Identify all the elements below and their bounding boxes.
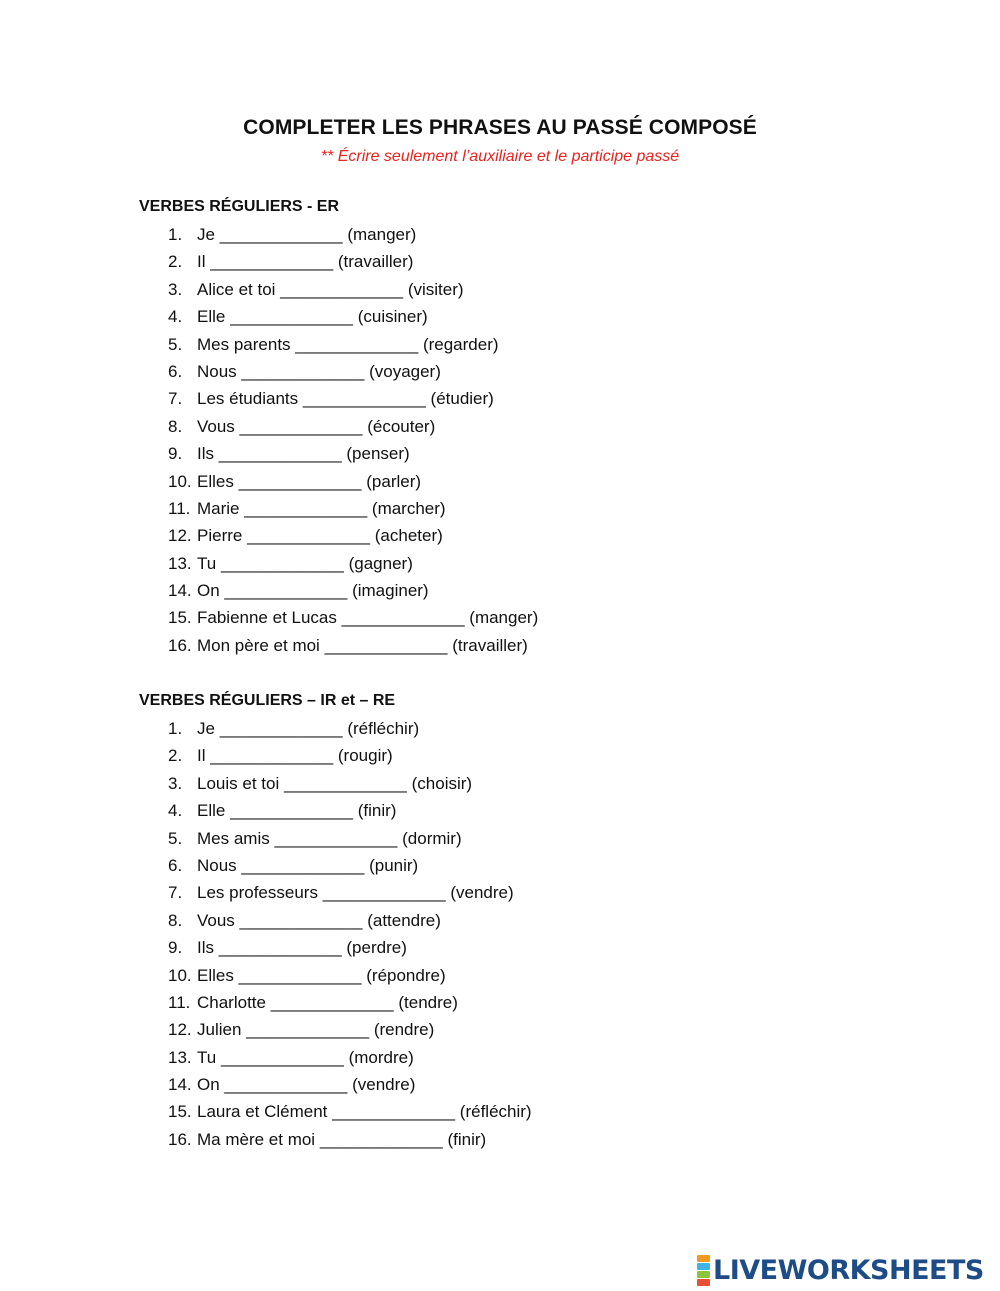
exercise-list-er	[168, 221, 538, 659]
item-verb: (réfléchir)	[347, 719, 420, 738]
item-verb: (punir)	[369, 855, 419, 875]
item-number: 12.	[168, 526, 192, 546]
answer-blank[interactable]: _____________	[219, 225, 343, 244]
exercise-item	[168, 879, 532, 906]
exercise-item	[168, 907, 532, 934]
item-number: 16.	[168, 635, 192, 655]
exercise-item	[168, 522, 538, 549]
item-verb: (perdre)	[346, 938, 407, 958]
exercise-item	[168, 742, 532, 769]
liveworksheets-logo-icon	[697, 1255, 710, 1286]
item-verb: (manger)	[469, 608, 539, 628]
item-verb: (mordre)	[348, 1047, 414, 1067]
item-number: 10.	[168, 965, 192, 985]
item-subject: Les professeurs	[197, 883, 318, 903]
answer-blank[interactable]: _____________	[238, 471, 362, 491]
item-subject: Ma mère et moi	[197, 1129, 316, 1149]
answer-blank[interactable]: _____________	[324, 635, 448, 655]
item-subject: Tu	[197, 553, 217, 573]
item-subject: Les étudiants	[197, 389, 299, 409]
answer-blank[interactable]: _____________	[230, 801, 354, 821]
answer-blank[interactable]: _____________	[270, 992, 394, 1012]
item-subject: Louis et toi	[197, 773, 280, 793]
item-subject: Laura et Clément	[197, 1102, 328, 1122]
item-subject: Marie	[197, 498, 240, 518]
item-verb: (gagner)	[348, 553, 413, 573]
item-number: 4.	[168, 801, 183, 821]
exercise-item	[168, 358, 538, 385]
item-number: 15.	[168, 1102, 192, 1122]
exercise-list-ir-re	[168, 715, 532, 1153]
item-verb: (regarder)	[422, 334, 499, 354]
answer-blank[interactable]: _____________	[220, 553, 344, 573]
item-subject: Alice et toi	[197, 279, 276, 299]
exercise-item	[168, 604, 538, 631]
exercise-item	[168, 797, 532, 824]
answer-blank[interactable]: _____________	[247, 526, 371, 546]
item-subject: Nous	[197, 855, 237, 875]
exercise-item	[168, 989, 532, 1016]
item-subject: Pierre	[197, 526, 243, 546]
exercise-item	[168, 303, 538, 330]
answer-blank[interactable]: _____________	[302, 389, 426, 409]
item-number: 1.	[168, 225, 183, 244]
answer-blank[interactable]: _____________	[210, 746, 334, 766]
item-verb: (rendre)	[373, 1020, 435, 1040]
item-subject: Elles	[197, 965, 234, 985]
answer-blank[interactable]: _____________	[319, 1129, 443, 1149]
item-verb: (étudier)	[430, 389, 494, 409]
answer-blank[interactable]: _____________	[295, 334, 419, 354]
item-verb: (acheter)	[374, 526, 443, 546]
item-subject: Tu	[197, 1047, 217, 1067]
answer-blank[interactable]: _____________	[239, 910, 363, 930]
item-number: 10.	[168, 471, 192, 491]
exercise-item	[168, 495, 538, 522]
item-number: 6.	[168, 361, 183, 381]
answer-blank[interactable]: _____________	[244, 498, 368, 518]
item-verb: (réfléchir)	[459, 1102, 532, 1122]
answer-blank[interactable]: _____________	[224, 581, 348, 601]
exercise-item	[168, 550, 538, 577]
exercise-item	[168, 852, 532, 879]
page-title: COMPLETER LES PHRASES AU PASSÉ COMPOSÉ	[243, 116, 757, 139]
answer-blank[interactable]: _____________	[210, 252, 334, 272]
item-number: 1.	[168, 719, 183, 738]
item-subject: Mon père et moi	[197, 635, 320, 655]
exercise-item	[168, 1098, 532, 1125]
item-number: 3.	[168, 279, 183, 299]
item-verb: (rougir)	[337, 746, 393, 766]
item-subject: Je	[197, 719, 215, 738]
item-verb: (choisir)	[411, 773, 473, 793]
item-subject: Ils	[197, 444, 214, 464]
answer-blank[interactable]: _____________	[341, 608, 465, 628]
answer-blank[interactable]: _____________	[241, 361, 365, 381]
liveworksheets-logo	[697, 1255, 984, 1285]
exercise-item	[168, 770, 532, 797]
item-verb: (marcher)	[371, 498, 446, 518]
exercise-item	[168, 385, 538, 412]
item-verb: (dormir)	[402, 828, 462, 848]
item-number: 2.	[168, 252, 183, 272]
instructions: ** Écrire seulement l’auxiliaire et le participe passé	[320, 148, 680, 165]
item-subject: Elles	[197, 471, 234, 491]
answer-blank[interactable]: _____________	[322, 883, 446, 903]
item-number: 3.	[168, 773, 183, 793]
answer-blank[interactable]: _____________	[230, 307, 354, 327]
answer-blank[interactable]: _____________	[280, 279, 404, 299]
item-subject: Vous	[197, 910, 235, 930]
answer-blank[interactable]: _____________	[218, 938, 342, 958]
item-subject: Il	[197, 252, 206, 272]
exercise-item	[168, 413, 538, 440]
item-number: 13.	[168, 1047, 192, 1067]
item-number: 14.	[168, 1075, 192, 1095]
exercise-item	[168, 440, 538, 467]
exercise-item	[168, 248, 538, 275]
item-verb: (voyager)	[369, 361, 441, 381]
answer-blank[interactable]: _____________	[218, 444, 342, 464]
item-verb: (cuisiner)	[357, 307, 428, 327]
item-subject: Elle	[197, 801, 226, 821]
exercise-item	[168, 468, 538, 495]
item-subject: Elle	[197, 307, 226, 327]
item-verb: (imaginer)	[352, 581, 429, 601]
item-verb: (attendre)	[367, 910, 441, 930]
item-verb: (répondre)	[366, 965, 446, 985]
exercise-item	[168, 1126, 532, 1153]
exercise-item	[168, 715, 532, 742]
item-verb: (écouter)	[367, 416, 436, 436]
exercise-item	[168, 962, 532, 989]
item-verb: (penser)	[346, 444, 410, 464]
item-subject: On	[197, 1075, 220, 1095]
item-number: 11.	[168, 992, 191, 1012]
answer-blank[interactable]: _____________	[241, 855, 365, 875]
answer-blank[interactable]: _____________	[283, 773, 407, 793]
exercise-item	[168, 221, 538, 248]
item-subject: Fabienne et Lucas	[197, 608, 337, 628]
exercise-item	[168, 632, 538, 659]
item-number: 15.	[168, 608, 192, 628]
answer-blank[interactable]: _____________	[224, 1075, 348, 1095]
item-verb: (visiter)	[407, 279, 464, 299]
item-number: 7.	[168, 389, 183, 409]
exercise-item	[168, 1071, 532, 1098]
exercise-item	[168, 934, 532, 961]
item-number: 14.	[168, 581, 192, 601]
item-verb: (travailler)	[337, 252, 414, 272]
item-verb: (parler)	[366, 471, 422, 491]
item-verb: (vendre)	[450, 883, 514, 903]
item-number: 4.	[168, 307, 183, 327]
answer-blank[interactable]: _____________	[220, 1047, 344, 1067]
item-number: 6.	[168, 855, 183, 875]
item-number: 5.	[168, 828, 183, 848]
item-subject: Mes parents	[197, 334, 291, 354]
exercise-item	[168, 276, 538, 303]
item-number: 8.	[168, 910, 183, 930]
item-verb: (vendre)	[352, 1075, 416, 1095]
item-subject: Il	[197, 746, 206, 766]
item-subject: Ils	[197, 938, 214, 958]
item-subject: Vous	[197, 416, 235, 436]
answer-blank[interactable]: _____________	[332, 1102, 456, 1122]
item-number: 2.	[168, 746, 183, 766]
item-subject: On	[197, 581, 220, 601]
item-number: 12.	[168, 1020, 192, 1040]
section-heading-er: VERBES RÉGULIERS - ER	[139, 198, 340, 215]
item-subject: Mes amis	[197, 828, 270, 848]
answer-blank[interactable]: _____________	[239, 416, 363, 436]
item-verb: (finir)	[447, 1129, 487, 1149]
item-verb: (travailler)	[452, 635, 528, 655]
logo-text: LIVEWORKSHEETS	[713, 1254, 984, 1286]
answer-blank[interactable]: _____________	[274, 828, 398, 848]
exercise-item	[168, 1044, 532, 1071]
answer-blank[interactable]: _____________	[219, 719, 343, 738]
exercise-item	[168, 577, 538, 604]
item-subject: Je	[197, 225, 215, 244]
answer-blank[interactable]: _____________	[238, 965, 362, 985]
item-number: 11.	[168, 498, 191, 518]
item-verb: (manger)	[347, 225, 417, 244]
item-number: 16.	[168, 1129, 192, 1149]
item-subject: Charlotte	[197, 992, 266, 1012]
item-verb: (tendre)	[398, 992, 458, 1012]
item-number: 7.	[168, 883, 183, 903]
item-verb: (finir)	[357, 801, 397, 821]
exercise-item	[168, 825, 532, 852]
item-number: 9.	[168, 444, 183, 464]
answer-blank[interactable]: _____________	[246, 1020, 370, 1040]
section-heading-ir-re: VERBES RÉGULIERS – IR et – RE	[139, 692, 396, 709]
item-subject: Julien	[197, 1020, 242, 1040]
exercise-item	[168, 1016, 532, 1043]
item-subject: Nous	[197, 361, 237, 381]
item-number: 5.	[168, 334, 183, 354]
exercise-item	[168, 331, 538, 358]
item-number: 9.	[168, 938, 183, 958]
item-number: 13.	[168, 553, 192, 573]
item-number: 8.	[168, 416, 183, 436]
